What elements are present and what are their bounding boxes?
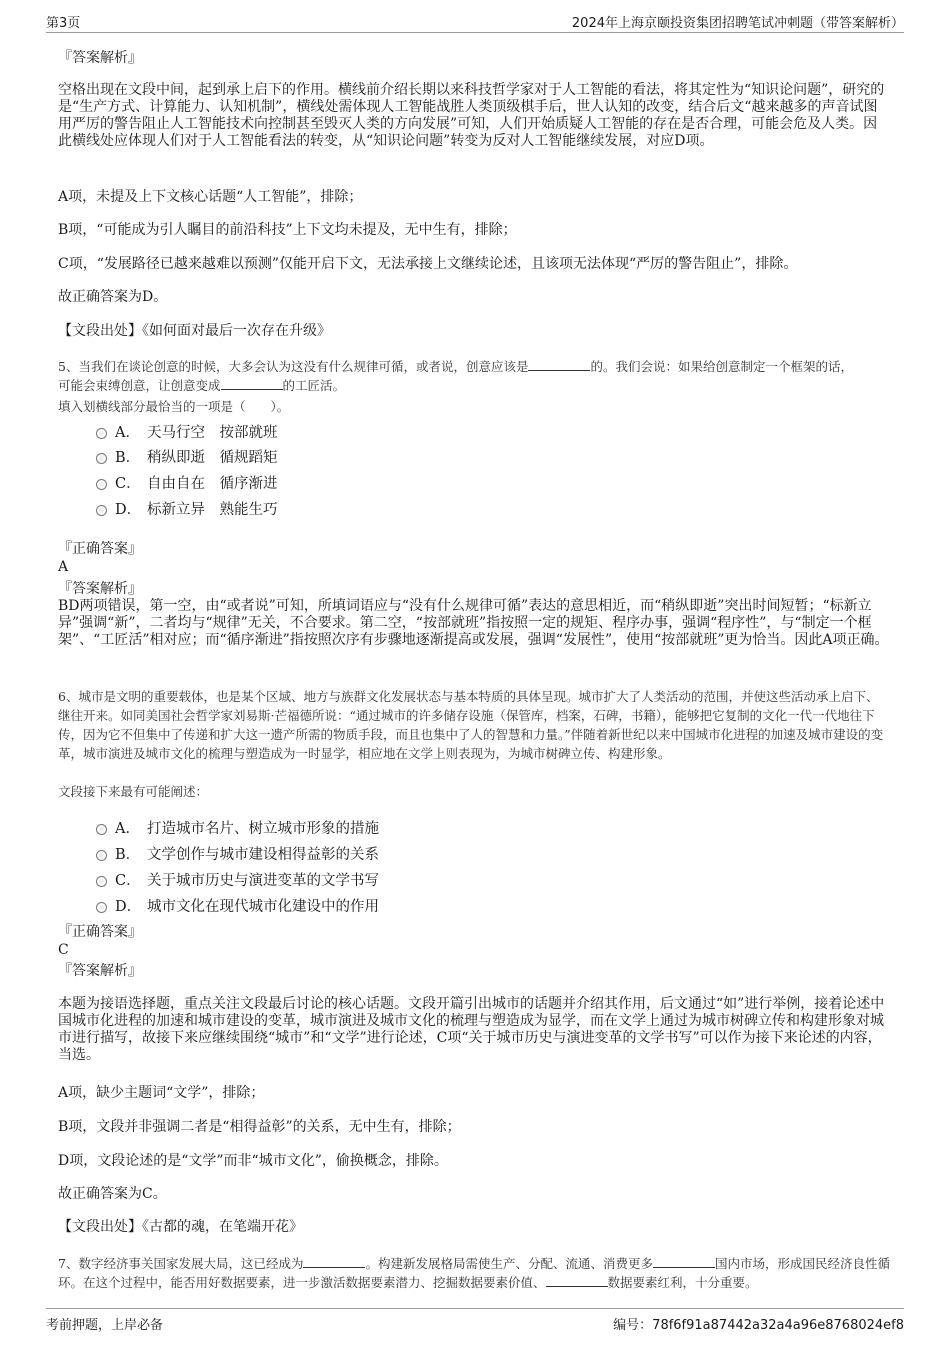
q7-blank-3 [546, 1274, 608, 1287]
q5-prompt: 填入划横线部分最恰当的一项是（ ）。 [58, 399, 290, 414]
q6-stem: 6、城市是文明的重要载体，也是某个区域、地方与族群文化发展状态与基本特质的具体呈现。城市扩大了人类活动的范围，并使这些活动承上启下、继往开来。如同美国社会哲学家刘易斯·芒福德所说：“通过城市的许多储存设施（保管库，档案，石碑，书籍），能够把它复制的文化一代一代地往下传，因为它不但集中了传递和扩大这一遗产所需的物质手段，而且也集中了人的智慧和力量。”伴随着新世纪以来中国城市化进程的加速及城市建设的变革，城市演进及城市文化的梳理与塑造成为一时显学，相应地在文学上则表现为，为城市树碑立传、构建形象。 [58, 689, 884, 761]
q7-stem: 7、数字经济事关国家发展大局，这已经成为 。构建新发展格局需使生产、分配、流通、消费更多 国内市场，形成国民经济良性循环。在这个过程中，能否用好数据要素，进一步激活数据要素潜力、挖掘数据要素价值、 数据要素红利，十分重要。 [58, 1256, 890, 1290]
q6-option-b[interactable]: B． 文学创作与城市建设相得益彰的关系 [96, 843, 379, 864]
q4-source: 【文段出处】《如何面对最后一次存在升级》 [58, 323, 331, 339]
radio-icon[interactable] [96, 850, 107, 861]
q6-option-a-analysis: A项，缺少主题词“文学”，排除； [58, 1085, 265, 1101]
q4-option-c-analysis: C项，“发展路径已越来越难以预测”仅能开启下文，无法承接上文继续论述，且该项无法体现“严厉的警告阻止”，排除。 [58, 256, 798, 272]
q6-analysis-label: 『答案解析』 [58, 963, 142, 979]
q4-analysis: 空格出现在文段中间，起到承上启下的作用。横线前介绍长期以来科技哲学家对于人工智能的看法，将其定性为“知识论问题”，研究的是“生产方式、计算能力、认知机制”，横线处需体现人工智能战胜人类顶级棋手后，世人认知的改变，结合后文“越来越多的声音试图用严厉的警告阻止人工智能技术向控制甚至毁灭人类的方向发展”可知，人们开始质疑人工智能的存在是否合理，可能会危及人类。因此横线处应体现人们对于人工智能看法的转变，从“知识论问题”转变为反对人工智能继续发展，对应D项。 [58, 82, 885, 149]
q6-option-c[interactable]: C． 关于城市历史与演进变革的文学书写 [96, 869, 379, 890]
q5-analysis-label: 『答案解析』 [58, 581, 142, 597]
q5-option-a[interactable]: A． 天马行空 按部就班 [96, 421, 278, 442]
q5-option-b[interactable]: B． 稍纵即逝 循规蹈矩 [96, 446, 278, 467]
radio-icon[interactable] [96, 505, 107, 516]
q6-answer-label: 『正确答案』 [58, 924, 142, 940]
q5-option-d[interactable]: D． 标新立异 熟能生巧 [96, 498, 278, 519]
radio-icon[interactable] [96, 824, 107, 835]
q6-option-d[interactable]: D． 城市文化在现代城市化建设中的作用 [96, 895, 379, 916]
footer-slogan: 考前押题，上岸必备 [46, 1318, 164, 1333]
q6-option-d-analysis: D项，文段论述的是“文学”而非“城市文化”，偷换概念，排除。 [58, 1153, 448, 1169]
q6-prompt: 文段接下来最有可能阐述： [58, 784, 209, 799]
document-id: 编号：78f6f91a87442a32a4a96e8768024ef8 [613, 1318, 904, 1333]
radio-icon[interactable] [96, 902, 107, 913]
radio-icon[interactable] [96, 876, 107, 887]
q6-source: 【文段出处】《古都的魂，在笔端开花》 [58, 1219, 303, 1235]
page-footer [46, 1308, 904, 1333]
q6-analysis: 本题为接语选择题，重点关注文段最后讨论的核心话题。文段开篇引出城市的话题并介绍其作用，后文通过“如”进行举例，接着论述中国城市化进程的加速和城市建设的变革，城市演进及城市文化的梳理与塑造成为显学，而在文学上通过为城市树碑立传和构建形象对城市进行描写，故接下来应继续围绕“城市”和“文学”进行论述，C项“关于城市历史与演进变革的文学书写”可以作为接下来论述的内容，当选。 [58, 996, 885, 1063]
radio-icon[interactable] [96, 428, 107, 439]
q4-option-a-analysis: A项，未提及上下文核心话题“人工智能”，排除； [58, 189, 363, 205]
q4-option-b-analysis: B项，“可能成为引人瞩目的前沿科技”上下文均未提及，无中生有，排除； [58, 222, 517, 238]
q4-analysis-label: 『答案解析』 [58, 50, 142, 66]
q5-option-c[interactable]: C． 自由自在 循序渐进 [96, 472, 278, 493]
q6-answer: C [58, 942, 69, 958]
q7-blank-1 [303, 1255, 365, 1268]
q6-option-b-analysis: B项，文段并非强调二者是“相得益彰”的关系，无中生有，排除； [58, 1119, 461, 1135]
page-header [46, 10, 904, 33]
q5-stem: 5、当我们在谈论创意的时候，大多会认为这没有什么规律可循，或者说，创意应该是 的。我们会说：如果给创意制定一个框架的话， 可能会束缚创意，让创意变成 的工匠活。 [58, 359, 853, 393]
page-number: 第3页 [46, 16, 81, 31]
q5-analysis: BD两项错误，第一空，由“或者说”可知，所填词语应与“没有什么规律可循”表达的意思相近，而“稍纵即逝”突出时间短暂；“标新立异”强调“新”，二者均与“规律”无关，不合要求。第二空，“按部就班”指按照一定的规矩、程序办事，强调“程序性”，与“制定一个框架”、“工匠活”相对应；而“循序渐进”指按照次序有步骤地逐渐提高或发展，强调“发展性”，使用“按部就班”更为恰当。因此A项正确。 [58, 598, 889, 648]
q6-option-a[interactable]: A． 打造城市名片、树立城市形象的措施 [96, 817, 379, 838]
q4-conclusion: 故正确答案为D。 [58, 289, 168, 305]
radio-icon[interactable] [96, 479, 107, 490]
q5-answer: A [58, 559, 69, 575]
radio-icon[interactable] [96, 453, 107, 464]
q5-answer-label: 『正确答案』 [58, 541, 142, 557]
q5-blank-1 [528, 358, 590, 371]
q7-blank-2 [653, 1255, 715, 1268]
q5-blank-2 [221, 377, 283, 390]
q6-conclusion: 故正确答案为C。 [58, 1186, 167, 1202]
document-title: 2024年上海京颐投资集团招聘笔试冲刺题（带答案解析） [571, 16, 904, 31]
